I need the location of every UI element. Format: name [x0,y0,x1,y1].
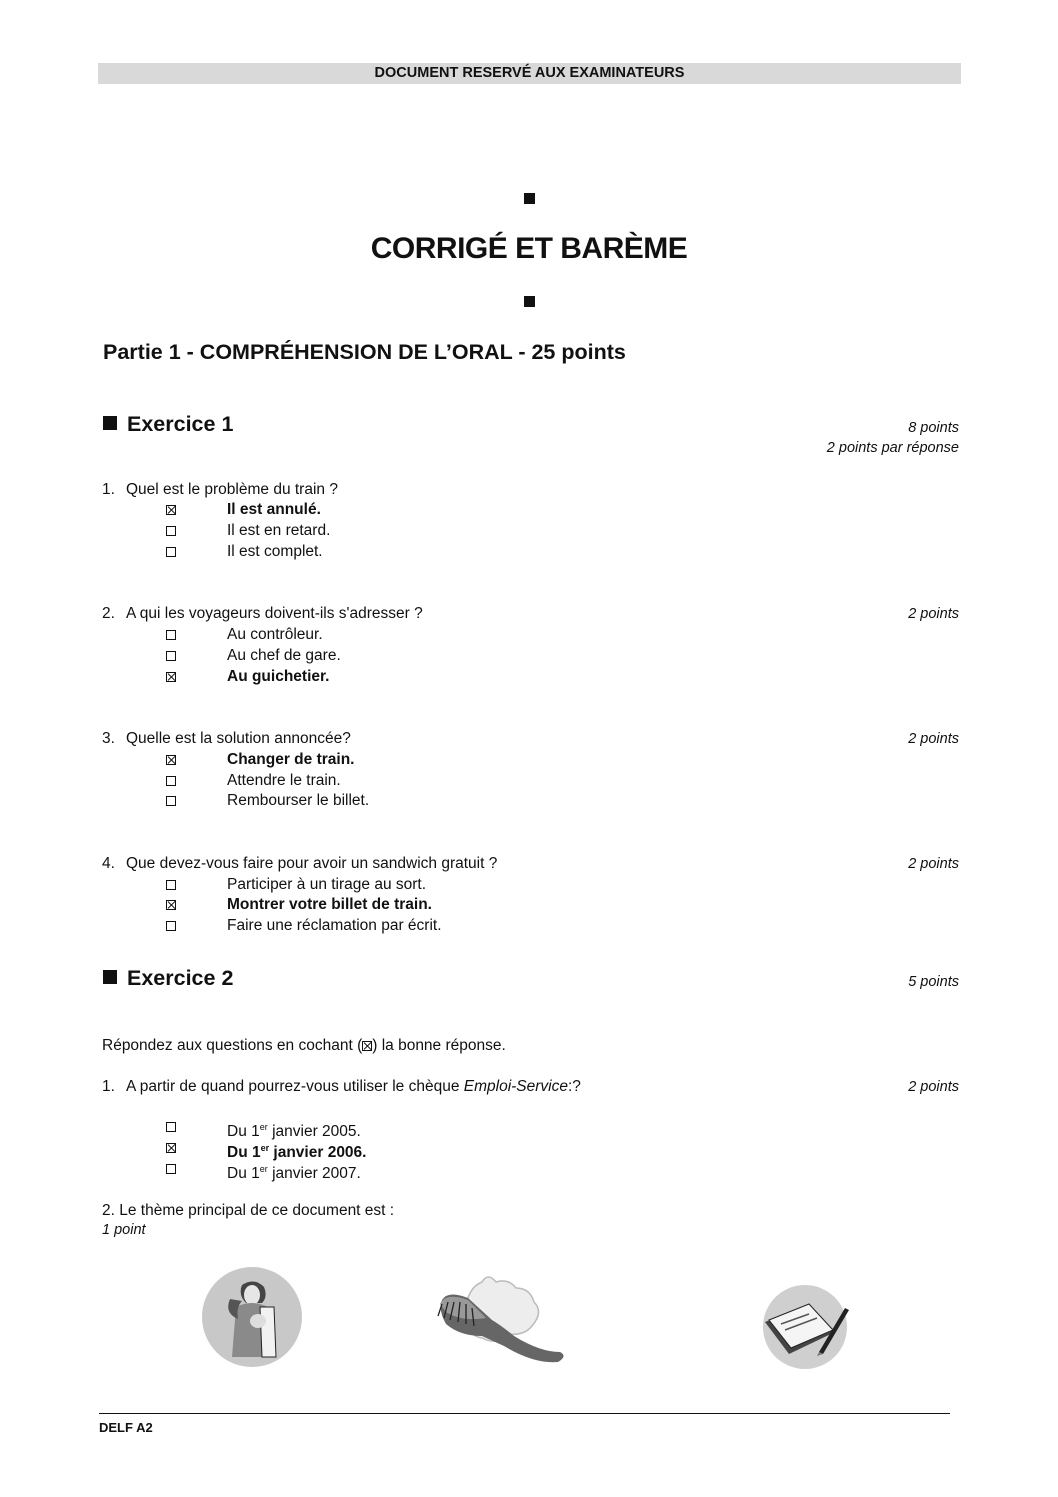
question-number: 1. [102,481,115,498]
question-3 [102,730,351,748]
family-image[interactable] [200,1265,304,1369]
option-label: Montrer votre billet de train. [227,896,432,913]
q2-option-1[interactable] [166,625,323,645]
empty-box-icon[interactable] [166,651,176,661]
page-title: CORRIGÉ ET BARÈME [370,232,688,265]
option-label: Du 1er janvier 2007. [227,1164,361,1183]
q4-option-1[interactable] [166,875,427,895]
examiner-banner: DOCUMENT RESERVÉ AUX EXAMINATEURS [98,63,961,84]
empty-box-icon[interactable] [166,880,176,890]
q3-option-1[interactable] [166,750,355,770]
checked-box-icon[interactable] [166,900,176,910]
q2-option-3[interactable] [166,667,330,687]
exercise1-title: Exercice 1 [127,412,234,436]
ex2-question-1 [102,1078,581,1096]
ex2-q1-option-3[interactable] [166,1159,361,1183]
square-bullet-icon [103,416,117,430]
ex2-question-2: 2. Le thème principal de ce document est : [102,1202,395,1219]
empty-box-icon[interactable] [166,921,176,931]
question-number: 4. [102,855,115,872]
ex2-q1-option-1[interactable] [166,1117,361,1141]
q4-option-2[interactable] [166,895,432,915]
question-text: Quelle est la solution annoncée? [126,730,351,747]
question-4-points: 2 points [908,856,959,872]
footer-label: DELF A2 [99,1420,153,1435]
exercise2-instruction [102,1037,506,1055]
question-number: 2. [102,605,115,622]
option-label: Au guichetier. [227,668,330,685]
q3-option-3[interactable] [166,791,370,811]
question-text-italic: Emploi-Service [463,1078,568,1095]
ex2-q1-option-2[interactable] [166,1138,367,1162]
ex2-question-1-points: 2 points [908,1079,959,1095]
question-4 [102,855,497,873]
question-3-points: 2 points [908,731,959,747]
q1-option-2[interactable] [166,521,331,541]
exercise2-heading [103,966,233,991]
empty-box-icon[interactable] [166,796,176,806]
question-text: A partir de quand pourrez-vous utiliser le chèque [126,1078,464,1095]
option-label: Rembourser le billet. [227,792,370,809]
checked-box-icon[interactable] [166,1143,176,1153]
empty-box-icon[interactable] [166,547,176,557]
checked-box-icon [362,1041,372,1051]
empty-box-icon[interactable] [166,1122,176,1132]
option-label: Du 1er janvier 2006. [227,1143,367,1162]
empty-box-icon[interactable] [166,630,176,640]
option-label: Au chef de gare. [227,647,341,664]
q3-option-2[interactable] [166,771,341,791]
pet-brush-image[interactable] [436,1270,566,1366]
q1-option-3[interactable] [166,542,323,562]
question-2 [102,605,423,623]
question-number: 1. [102,1078,115,1095]
exercise1-heading [103,412,233,437]
exercise1-points-detail: 2 points par réponse [826,440,959,456]
question-text: A qui les voyageurs doivent-ils s'adresser ? [126,605,423,622]
empty-box-icon[interactable] [166,776,176,786]
q1-option-1[interactable] [166,500,321,520]
question-number: 3. [102,730,115,747]
option-label: Au contrôleur. [227,626,323,643]
exercise2-title: Exercice 2 [127,966,234,990]
checked-box-icon[interactable] [166,505,176,515]
empty-box-icon[interactable] [166,1164,176,1174]
question-text: Quel est le problème du train ? [126,481,338,498]
instruction-text-end: ) la bonne réponse. [372,1037,506,1054]
title-marker-top [524,193,535,204]
title-marker-bottom [524,296,535,307]
option-label: Du 1er janvier 2005. [227,1122,361,1141]
square-bullet-icon [103,970,117,984]
option-label: Attendre le train. [227,772,341,789]
question-2-points: 2 points [908,606,959,622]
part-heading: Partie 1 - COMPRÉHENSION DE L’ORAL - 25 points [103,340,626,364]
option-label: Il est annulé. [227,501,321,518]
question-text-end: :? [568,1078,581,1095]
ex2-question-2-points: 1 point [102,1222,146,1238]
option-label: Il est en retard. [227,522,331,539]
checkbook-image[interactable] [755,1282,855,1372]
question-1 [102,481,338,499]
checked-box-icon[interactable] [166,755,176,765]
q4-option-3[interactable] [166,916,442,936]
footer-divider [99,1413,950,1414]
instruction-text-start: Répondez aux questions en cochant ( [102,1037,363,1054]
q2-option-2[interactable] [166,646,341,666]
option-label: Il est complet. [227,543,323,560]
option-label: Changer de train. [227,751,355,768]
empty-box-icon[interactable] [166,526,176,536]
question-text: Que devez-vous faire pour avoir un sandwich gratuit ? [126,855,498,872]
exercise2-points: 5 points [908,974,959,990]
exercise1-points: 8 points [908,420,959,436]
checked-box-icon[interactable] [166,672,176,682]
option-label: Participer à un tirage au sort. [227,876,427,893]
option-label: Faire une réclamation par écrit. [227,917,442,934]
